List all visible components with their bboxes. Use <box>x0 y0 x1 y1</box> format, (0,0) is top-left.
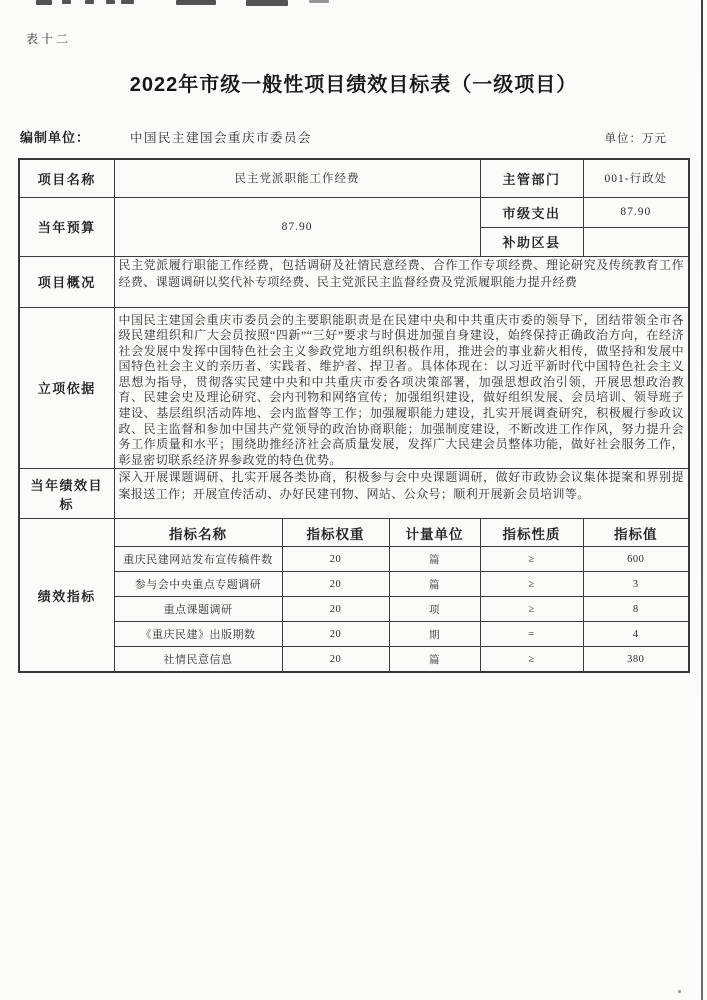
indicator-weight: 20 <box>282 647 389 672</box>
indicator-row <box>19 647 689 672</box>
indicator-nature: ≥ <box>480 597 583 622</box>
prepared-by-value: 中国民主建国会重庆市委员会 <box>130 131 313 145</box>
county-subsidy-label: 补助区县 <box>480 227 583 256</box>
county-subsidy-value <box>583 227 689 256</box>
table-number: 表十二 <box>26 32 72 46</box>
indicator-name: 《重庆民建》出版期数 <box>114 622 282 647</box>
col-header-value: 指标值 <box>583 519 689 547</box>
indicator-weight: 20 <box>282 572 389 597</box>
scan-edge-line <box>701 0 703 1000</box>
indicator-row <box>19 622 689 647</box>
scan-artifact <box>121 0 134 4</box>
indicator-nature: ≥ <box>480 647 583 672</box>
scan-artifact <box>309 0 329 3</box>
indicator-name: 参与会中央重点专题调研 <box>114 572 282 597</box>
indicator-row <box>19 572 689 597</box>
col-header-unit: 计量单位 <box>389 519 480 547</box>
indicator-row <box>19 547 689 572</box>
indicator-unit: 期 <box>389 622 480 647</box>
indicator-value: 380 <box>583 647 689 672</box>
overview-label: 项目概况 <box>19 256 114 307</box>
annual-target-text: 深入开展课题调研、扎实开展各类协商，积极参与会中央课题调研，做好市政协会议集体提案和界别提案报送工作；开展宣传活动、办好民建刊物、网站、公众号；顺利开展新会员培训等。 <box>114 469 689 519</box>
project-name-row <box>19 159 689 197</box>
indicator-weight: 20 <box>282 622 389 647</box>
indicator-value: 600 <box>583 547 689 572</box>
budget-value: 87.90 <box>114 197 480 256</box>
basis-label: 立项依据 <box>19 307 114 469</box>
scan-artifact <box>85 0 94 4</box>
indicator-nature: ≥ <box>480 547 583 572</box>
annual-target-row <box>19 469 689 519</box>
indicator-value: 4 <box>583 622 689 647</box>
col-header-nature: 指标性质 <box>480 519 583 547</box>
indicator-header-row <box>19 519 689 547</box>
indicator-weight: 20 <box>282 597 389 622</box>
indicator-unit: 项 <box>389 597 480 622</box>
indicator-name: 社情民意信息 <box>114 647 282 672</box>
indicator-nature: = <box>480 622 583 647</box>
scan-artifact <box>176 0 216 5</box>
scan-artifact <box>36 0 52 5</box>
indicator-name: 重庆民建网站发布宣传稿件数 <box>114 547 282 572</box>
overview-text: 民主党派履行职能工作经费，包括调研及社情民意经费、合作工作专项经费、理论研究及传统教育工作经费、课题调研以奖代补专项经费、民主党派民主监督经费及党派履职能力提升经费 <box>114 256 689 307</box>
project-name-label: 项目名称 <box>19 159 114 197</box>
scan-artifact <box>106 0 115 4</box>
project-name-value: 民主党派职能工作经费 <box>114 159 480 197</box>
indicator-unit: 篇 <box>389 647 480 672</box>
budget-label: 当年预算 <box>19 197 114 256</box>
indicator-name: 重点课题调研 <box>114 597 282 622</box>
indicator-value: 3 <box>583 572 689 597</box>
basis-row <box>19 307 689 469</box>
indicator-unit: 篇 <box>389 572 480 597</box>
indicator-weight: 20 <box>282 547 389 572</box>
meta-row <box>20 127 667 146</box>
dept-label: 主管部门 <box>480 159 583 197</box>
page-title: 2022年市级一般性项目绩效目标表（一级项目） <box>129 74 578 96</box>
prepared-by-label: 编制单位： <box>20 130 91 145</box>
basis-text: 中国民主建国会重庆市委员会的主要职能职责是在民建中央和中共重庆市委的领导下，团结带领全市各级民建组织和广大会员按照“四新”“三好”要求与时俱进加强自身建设，始终保持正确政治方向，在经济社会发展中发挥中国特色社会主义参政党地方组织积极作用，推进会的事业薪火相传，做坚持和发展中国特色社会主义的亲历者、实践者、维护者、捍卫者。具体体现在：以习近平新时代中国特色社会主义思想为指导，贯彻落实民建中央和中共重庆市委各项决策部署，加强思想政治引领，开展思想政治教育、民建会史及理论研究、会内刊物和网络宣传；加强组织建设，做好组织发展、会员培训、领导班子建设、基层组织活动阵地、会内监督等工作；加强履职能力建设，扎实开展调查研究，积极履行参政议政、民主监督和参加中国共产党领导的政治协商职能；加强制度建设，不断改进工作作风，努力提升会务工作质量和水平；围绕助推经济社会高质量发展，发挥广大民建会员整体功能，做好社会服务工作，彰显密切联系经济界参政党的特色优势。 <box>114 307 689 469</box>
col-header-name: 指标名称 <box>114 519 282 547</box>
scan-artifact <box>678 990 681 993</box>
budget-row <box>19 197 689 227</box>
overview-row <box>19 256 689 307</box>
indicator-row <box>19 597 689 622</box>
performance-target-table <box>18 158 690 673</box>
indicator-nature: ≥ <box>480 572 583 597</box>
indicator-unit: 篇 <box>389 547 480 572</box>
scan-artifact <box>246 0 288 6</box>
col-header-weight: 指标权重 <box>282 519 389 547</box>
city-expense-label: 市级支出 <box>480 197 583 227</box>
city-expense-value: 87.90 <box>583 197 689 227</box>
unit-note: 单位：万元 <box>604 133 667 145</box>
indicator-value: 8 <box>583 597 689 622</box>
dept-value: 001-行政处 <box>583 159 689 197</box>
indicators-label: 绩效指标 <box>19 519 114 672</box>
annual-target-label: 当年绩效目标 <box>19 469 114 519</box>
scan-artifact <box>62 0 71 4</box>
